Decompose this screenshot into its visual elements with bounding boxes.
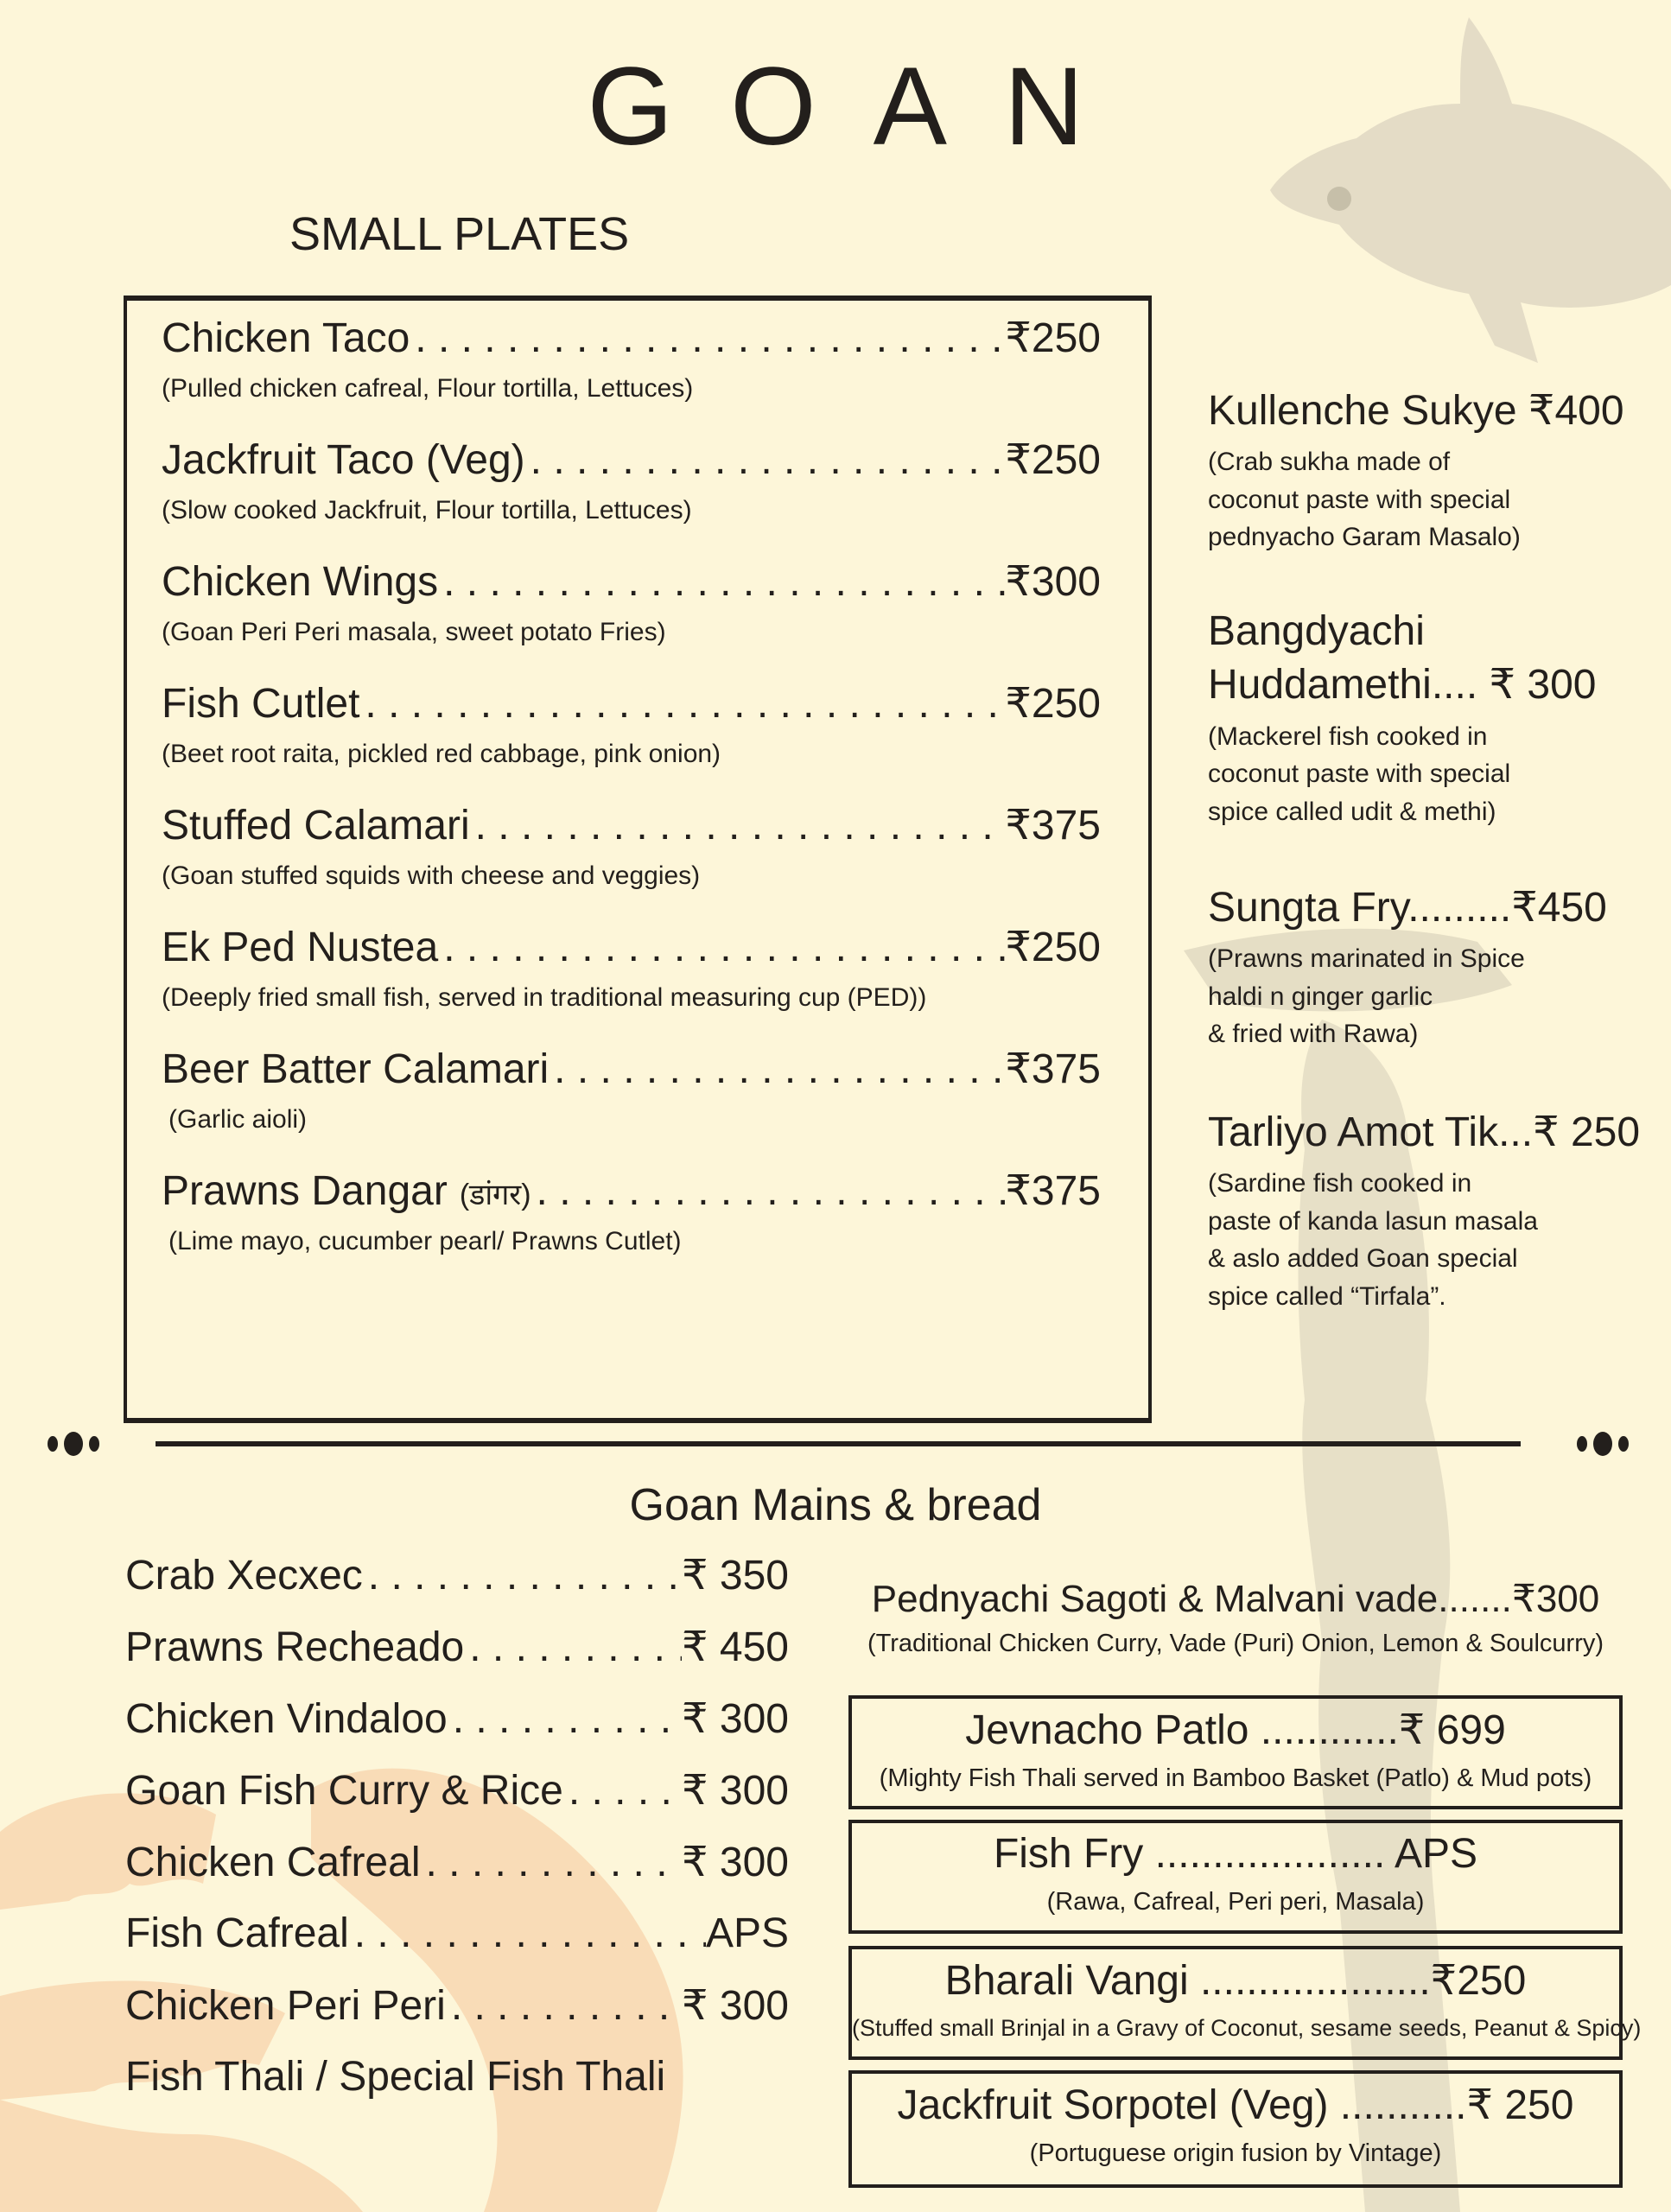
item-description: (Beet root raita, pickled red cabbage, pink onion) xyxy=(162,740,721,768)
item-price: ₹ 450 xyxy=(682,1624,789,1670)
divider-line xyxy=(156,1441,1521,1446)
leader-dots xyxy=(446,1982,682,2030)
item-description: (Slow cooked Jackfruit, Flour tortilla, Lettuces) xyxy=(162,496,692,524)
special-description xyxy=(1208,940,1657,1053)
divider-dots-right xyxy=(1577,1434,1629,1453)
desc-line: (Crab sukha made of xyxy=(1208,448,1451,477)
menu-item xyxy=(125,1838,789,1910)
desc-line: spice called udit & methi) xyxy=(1208,797,1496,826)
menu-item xyxy=(162,314,1101,404)
item-title: Jevnacho Patlo ............₹ 699 xyxy=(965,1707,1506,1753)
leader-dots xyxy=(525,436,1006,484)
item-price: ₹250 xyxy=(1005,437,1101,483)
item-name: Beer Batter Calamari xyxy=(162,1046,550,1092)
item-description: (Traditional Chicken Curry, Vade (Puri) Onion, Lemon & Soulcurry) xyxy=(867,1630,1604,1657)
special-title: Huddamethi.... ₹ 300 xyxy=(1208,662,1597,709)
leader-dots xyxy=(470,802,1006,849)
desc-line: (Sardine fish cooked in xyxy=(1208,1169,1472,1198)
item-name: Chicken Peri Peri xyxy=(125,1983,446,2029)
item-name: Prawns Dangar xyxy=(162,1168,448,1214)
item-title: Jackfruit Sorpotel (Veg) ...........₹ 250 xyxy=(897,2082,1574,2128)
mains-list xyxy=(125,1551,789,2125)
desc-line: spice called “Tirfala”. xyxy=(1208,1281,1446,1311)
leader-dots xyxy=(563,1767,682,1815)
item-name: Stuffed Calamari xyxy=(162,803,470,849)
divider-dots-left xyxy=(48,1434,99,1453)
special-item xyxy=(1208,881,1657,1053)
item-price: ₹ 300 xyxy=(682,1768,789,1814)
boxed-main-item xyxy=(848,1946,1642,2060)
menu-item xyxy=(125,1551,789,1623)
menu-item xyxy=(162,1166,1101,1256)
item-name-native: (डांगर) xyxy=(459,1179,531,1211)
item-price: ₹250 xyxy=(1005,925,1101,970)
menu-item xyxy=(125,1766,789,1838)
special-description xyxy=(1208,1165,1657,1315)
item-description: (Pulled chicken cafreal, Flour tortilla, Lettuces) xyxy=(162,374,694,403)
leader-dots xyxy=(359,680,1005,728)
item-price: ₹250 xyxy=(1005,315,1101,361)
special-item xyxy=(1208,1106,1657,1315)
leader-dots xyxy=(349,1910,706,1957)
leader-dots xyxy=(549,1046,1005,1093)
item-name: Goan Fish Curry & Rice xyxy=(125,1768,563,1814)
item-description: (Mighty Fish Thali served in Bamboo Basket (Patlo) & Mud pots) xyxy=(879,1764,1592,1792)
menu-item xyxy=(162,679,1101,769)
desc-line: paste of kanda lasun masala xyxy=(1208,1206,1538,1236)
item-title: Pednyachi Sagoti & Malvani vade.......₹300 xyxy=(871,1578,1600,1620)
leader-dots xyxy=(464,1624,682,1671)
desc-line: coconut paste with special xyxy=(1208,760,1511,789)
leader-dots xyxy=(531,1167,1006,1215)
desc-line: (Mackerel fish cooked in xyxy=(1208,721,1488,751)
item-description: (Deeply fried small fish, served in traditional measuring cup (PED)) xyxy=(162,983,927,1012)
special-item xyxy=(1208,385,1657,556)
featured-main xyxy=(848,1577,1623,1658)
item-name: Chicken Vindaloo xyxy=(125,1696,448,1742)
menu-item xyxy=(125,1910,789,1981)
leader-dots xyxy=(410,315,1005,362)
menu-item xyxy=(125,1981,789,2053)
item-price: ₹ 350 xyxy=(682,1553,789,1599)
item-name: Prawns Recheado xyxy=(125,1624,465,1670)
special-description xyxy=(1208,443,1657,556)
boxed-main-item xyxy=(848,1820,1623,1934)
small-plates-box xyxy=(124,296,1152,1423)
boxed-main-item xyxy=(848,1695,1623,1809)
desc-line: pednyacho Garam Masalo) xyxy=(1208,523,1521,552)
item-name: Chicken Wings xyxy=(162,559,439,605)
item-description: (Portuguese origin fusion by Vintage) xyxy=(1029,2139,1442,2167)
item-price: ₹375 xyxy=(1005,803,1101,849)
menu-item xyxy=(162,1045,1101,1135)
item-title: Fish Fry .................... APS xyxy=(993,1831,1478,1877)
item-price: APS xyxy=(705,1910,789,1956)
item-name: Chicken Cafreal xyxy=(125,1840,421,1885)
page-title: GOAN xyxy=(587,45,1141,168)
boxed-main-item xyxy=(848,2070,1623,2188)
special-description xyxy=(1208,718,1657,831)
menu-item xyxy=(162,923,1101,1013)
item-description: (Stuffed small Brinjal in a Gravy of Coconut, sesame seeds, Peanut & Spicy) xyxy=(852,2015,1642,2041)
item-description: (Garlic aioli) xyxy=(168,1105,308,1134)
item-description: (Goan stuffed squids with cheese and veggies) xyxy=(162,861,701,890)
menu-item xyxy=(125,1694,789,1766)
special-title: Kullenche Sukye ₹400 xyxy=(1208,388,1624,434)
desc-line: & fried with Rawa) xyxy=(1208,1020,1419,1049)
item-name: Fish Cafreal xyxy=(125,1910,349,1956)
item-description: (Lime mayo, cucumber pearl/ Prawns Cutlet) xyxy=(168,1227,682,1255)
desc-line: haldi n ginger garlic xyxy=(1208,982,1433,1011)
item-name: Fish Thali / Special Fish Thali xyxy=(125,2054,666,2100)
item-price: ₹ 300 xyxy=(682,1983,789,2029)
leader-dots xyxy=(363,1552,682,1599)
leader-dots xyxy=(420,1839,682,1886)
item-price: ₹ 300 xyxy=(682,1840,789,1885)
item-name: Jackfruit Taco (Veg) xyxy=(162,437,525,483)
item-price: ₹250 xyxy=(1005,681,1101,727)
item-price: ₹375 xyxy=(1005,1168,1101,1214)
item-price: ₹375 xyxy=(1005,1046,1101,1092)
item-description: (Rawa, Cafreal, Peri peri, Masala) xyxy=(1046,1888,1425,1916)
special-item xyxy=(1208,605,1657,830)
item-title: Bharali Vangi ....................₹250 xyxy=(944,1958,1527,2004)
desc-line: coconut paste with special xyxy=(1208,485,1511,514)
special-title: Tarliyo Amot Tik...₹ 250 xyxy=(1208,1109,1641,1155)
special-title: Sungta Fry.........₹450 xyxy=(1208,885,1607,931)
item-name: Fish Cutlet xyxy=(162,681,360,727)
leader-dots xyxy=(438,558,1005,606)
section-title-mains: Goan Mains & bread xyxy=(629,1480,1042,1530)
leader-dots xyxy=(438,924,1005,971)
menu-item xyxy=(162,801,1101,891)
item-name: Crab Xecxec xyxy=(125,1553,363,1599)
item-name: Ek Ped Nustea xyxy=(162,925,439,970)
item-price: ₹ 300 xyxy=(682,1696,789,1742)
item-price: ₹300 xyxy=(1005,559,1101,605)
menu-item xyxy=(162,435,1101,525)
menu-item xyxy=(162,557,1101,647)
section-title-small-plates: SMALL PLATES xyxy=(289,208,630,260)
desc-line: (Prawns marinated in Spice xyxy=(1208,944,1525,974)
menu-item xyxy=(125,2053,789,2125)
section-divider xyxy=(48,1434,1629,1453)
special-title-line1: Bangdyachi xyxy=(1208,608,1425,654)
desc-line: & aslo added Goan special xyxy=(1208,1244,1518,1274)
item-name: Chicken Taco xyxy=(162,315,410,361)
menu-item xyxy=(125,1623,789,1694)
leader-dots xyxy=(448,1695,682,1743)
item-description: (Goan Peri Peri masala, sweet potato Fries) xyxy=(162,618,666,646)
